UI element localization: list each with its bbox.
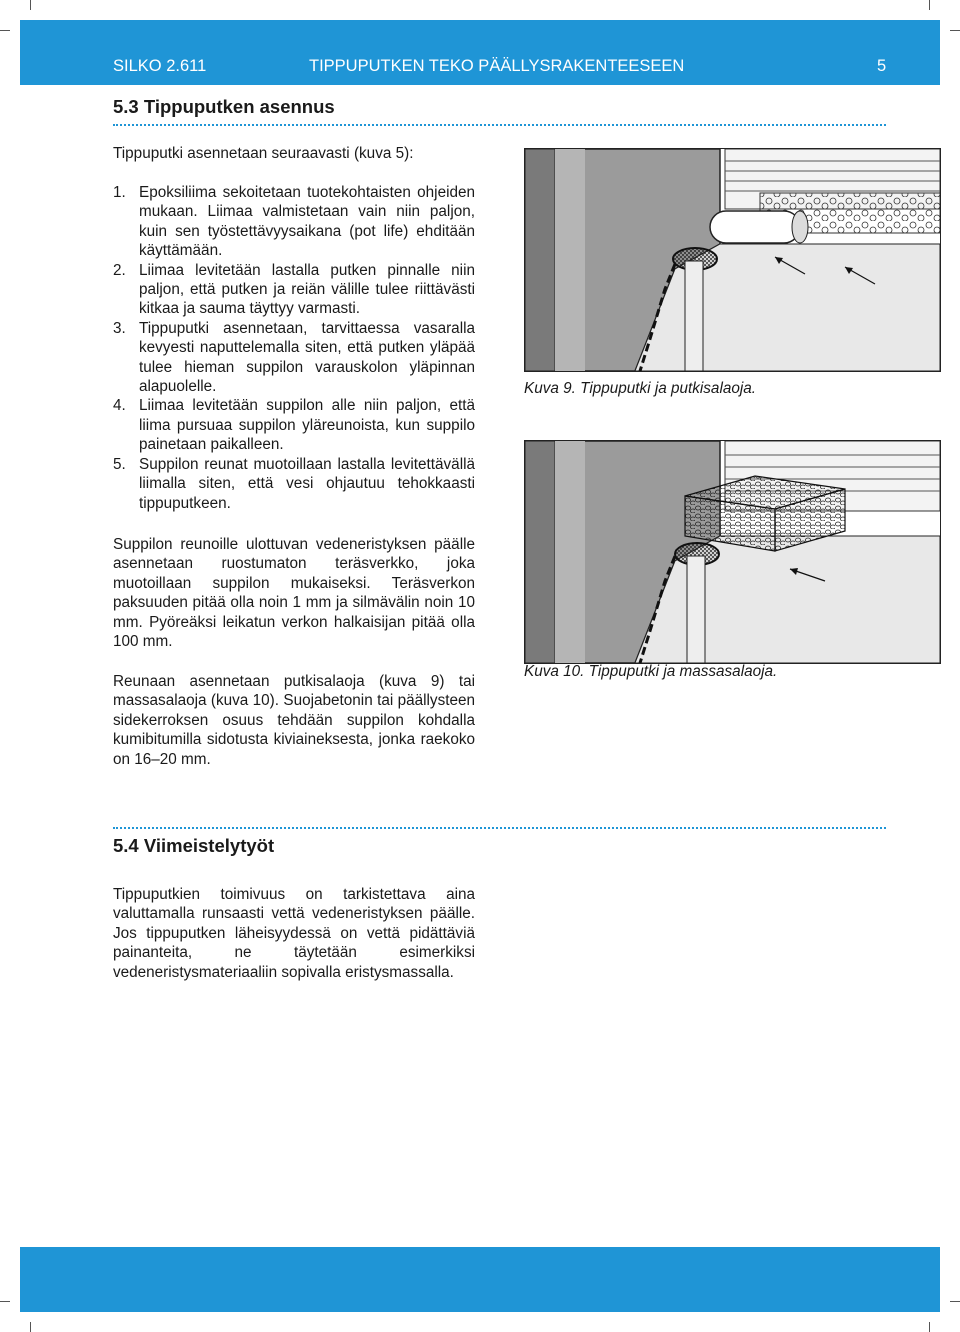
figure-9-illustration [525, 149, 940, 371]
step-number: 2. [113, 261, 126, 279]
figure-10-caption: Kuva 10. Tippuputki ja massasalaoja. [524, 663, 778, 680]
step-text: Suppilon reunat muotoillaan lastalla levitettävällä liimalla siten, että vesi ohjautuu tehokkaasti tippuputkeen. [139, 455, 475, 512]
step-number: 4. [113, 397, 126, 415]
paragraph-drainage: Reunaan asennetaan putkisalaoja (kuva 9) tai massasalaoja (kuva 10). Suojabetonin tai päällysteen sidekerroksen osuus tehdään suppilon kohdalla kumibitumilla sidotusta kiviaineksesta, jonka raekoko on 16–20 mm. [113, 673, 475, 768]
intro-text: Tippuputki asennetaan seuraavasti (kuva 5): [113, 145, 414, 162]
doc-title: TIPPUPUTKEN TEKO PÄÄLLYSRAKENTEESEEN [309, 57, 685, 75]
list-item [113, 396, 475, 454]
figure-9-caption: Kuva 9. Tippuputki ja putkisalaoja. [524, 380, 757, 397]
crop-mark [30, 0, 31, 10]
figure-9-pipe-drain [524, 148, 941, 372]
crop-mark [950, 30, 960, 31]
section-divider [113, 124, 886, 126]
step-number: 5. [113, 455, 126, 473]
page-number: 5 [877, 57, 887, 75]
crop-mark [0, 30, 10, 31]
list-item [113, 455, 475, 513]
step-number: 3. [113, 319, 126, 337]
section-heading-5-4: 5.4 Viimeistelytyöt [113, 835, 275, 856]
crop-mark [929, 1322, 930, 1332]
paragraph-finishing: Tippuputkien toimivuus on tarkistettava aina valuttamalla runsaasti vettä vedeneristyksen päälle. Jos tippuputken läheisyydessä on vettä pidättäviä painanteita, ne täytetään esimerkiksi vedeneristysmateriaaliin sopivalla eristysmassalla. [113, 886, 475, 981]
step-text: Liimaa levitetään suppilon alle niin paljon, että liima pursuaa suppilon yläreunoista, kun suppilo painetaan paikalleen. [139, 397, 475, 454]
paragraph-mesh: Suppilon reunoille ulottuvan vedeneristyksen päälle asennetaan ruostumaton teräsverkko, joka muotoillaan suppilon mukaiseksi. Teräsverkon paksuuden pitää olla noin 1 mm ja silmävälin noin 10 mm. Pyöreäksi leikatun verkon halkaisijan pitää olla 100 mm. [113, 536, 475, 651]
step-text: Epoksiliima sekoitetaan tuotekohtaisten ohjeiden mukaan. Liimaa valmistetaan vain niin paljon, kuin sen työstettävyysaikana (pot life) ehditään käyttämään. [139, 184, 475, 260]
list-item [113, 261, 475, 319]
section-divider [113, 827, 886, 829]
step-number: 1. [113, 184, 126, 201]
step-list [113, 183, 475, 513]
page-header [20, 20, 940, 85]
figure-10-illustration [525, 441, 940, 663]
page-footer [20, 1247, 940, 1312]
list-item [113, 319, 475, 397]
step-text: Tippuputki asennetaan, tarvittaessa vasaralla kevyesti naputtelemalla siten, että putken yläpää tulee hieman suppilon varauskolon yläpinnan alapuolelle. [139, 319, 475, 396]
doc-code: SILKO 2.611 [113, 57, 207, 75]
step-text: Liimaa levitetään lastalla putken pinnalle niin paljon, että putken ja reiän välille tulee riittävästi kitkaa ja sauma täyttyy varmasti. [139, 261, 475, 318]
crop-mark [0, 1301, 10, 1302]
list-item [113, 183, 475, 261]
installation-steps [113, 183, 475, 513]
crop-mark [929, 0, 930, 10]
crop-mark [950, 1301, 960, 1302]
crop-mark [30, 1322, 31, 1332]
figure-10-mass-drain [524, 440, 941, 664]
section-heading-5-3: 5.3 Tippuputken asennus [113, 96, 335, 117]
